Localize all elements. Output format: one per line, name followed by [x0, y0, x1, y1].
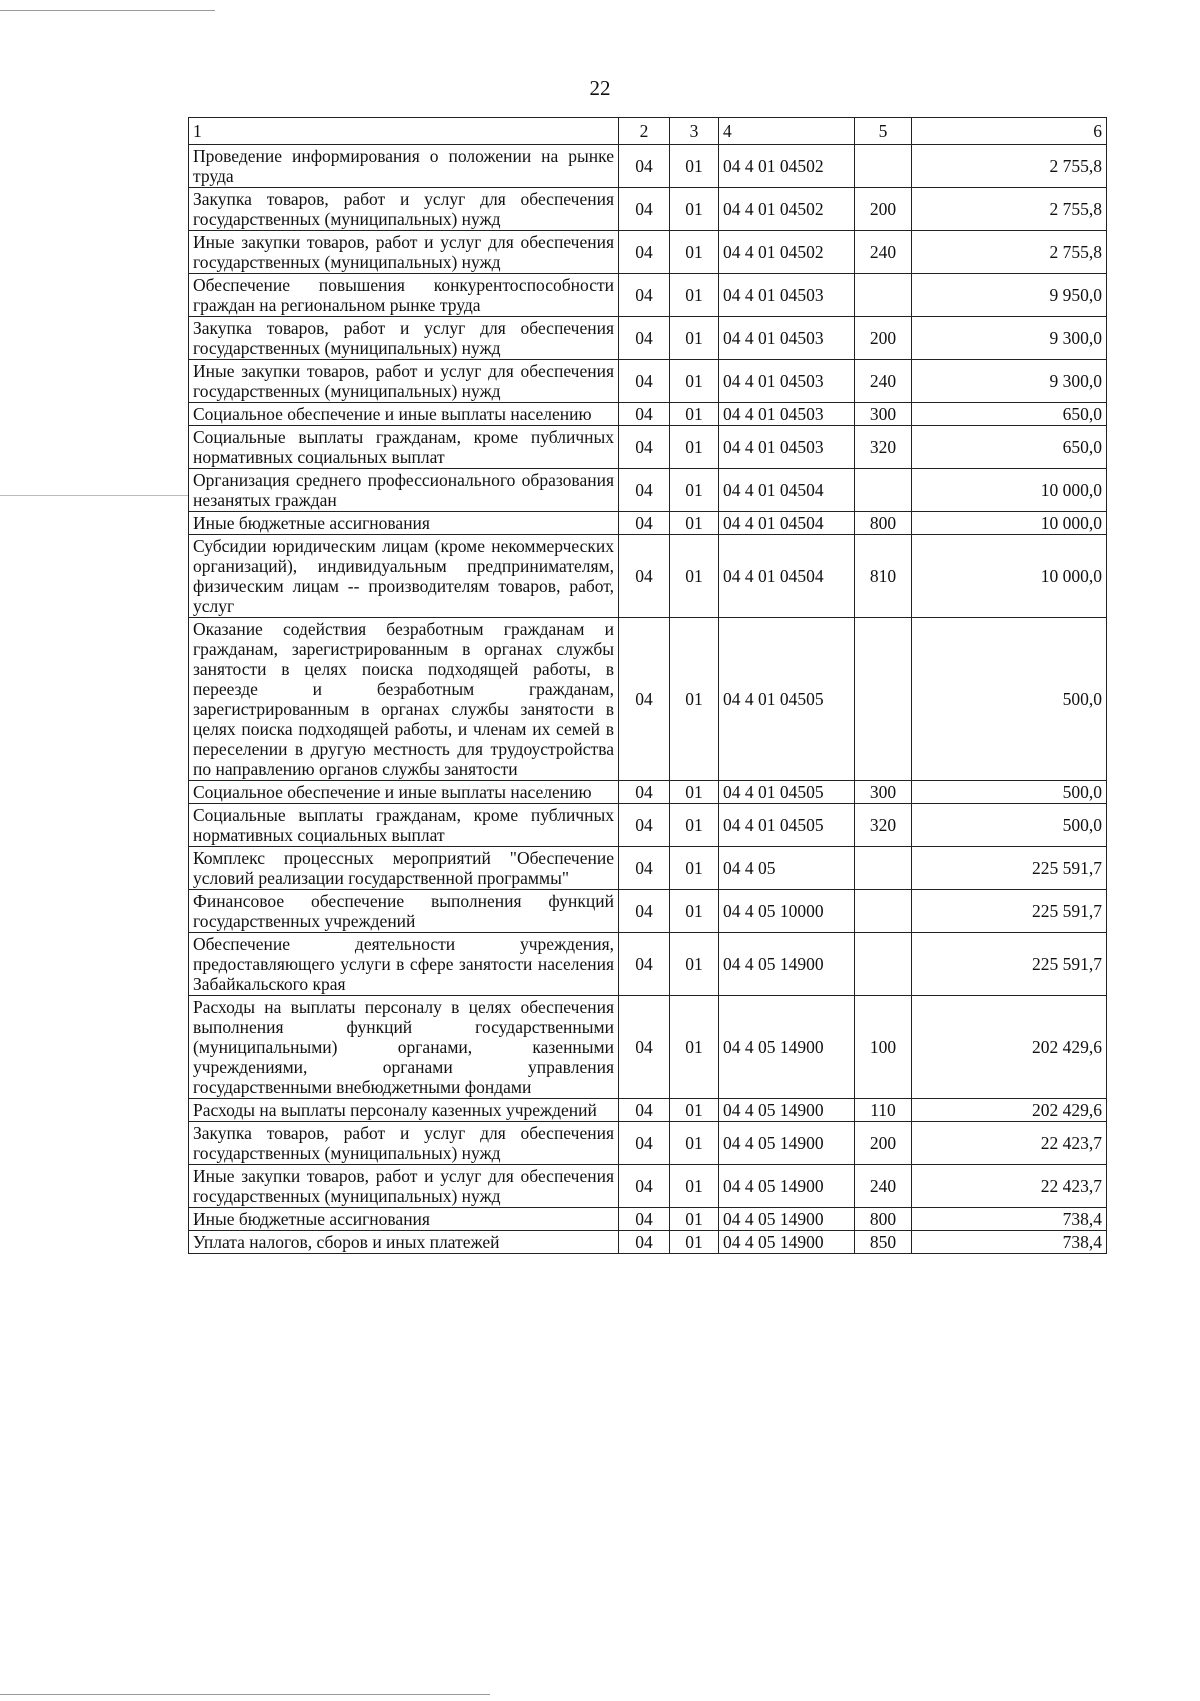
target-article-code: 04 4 01 04503	[719, 317, 855, 360]
target-article-code: 04 4 05 14900	[719, 1208, 855, 1231]
subsection-code: 01	[670, 231, 719, 274]
section-code: 04	[619, 145, 670, 188]
expense-type-code: 300	[855, 781, 912, 804]
table-row	[189, 1122, 1107, 1165]
section-code: 04	[619, 469, 670, 512]
subsection-code: 01	[670, 933, 719, 996]
target-article-code: 04 4 01 04504	[719, 512, 855, 535]
item-name: Социальные выплаты гражданам, кроме публичных нормативных социальных выплат	[189, 426, 619, 469]
amount: 10 000,0	[912, 535, 1107, 618]
expense-type-code: 800	[855, 1208, 912, 1231]
target-article-code: 04 4 05 14900	[719, 1099, 855, 1122]
item-name: Проведение информирования о положении на рынке труда	[189, 145, 619, 188]
section-code: 04	[619, 1165, 670, 1208]
subsection-code: 01	[670, 145, 719, 188]
table-row	[189, 618, 1107, 781]
table-row	[189, 1231, 1107, 1254]
target-article-code: 04 4 01 04503	[719, 403, 855, 426]
table-row	[189, 804, 1107, 847]
item-name: Расходы на выплаты персоналу казенных учреждений	[189, 1099, 619, 1122]
target-article-code: 04 4 01 04505	[719, 804, 855, 847]
subsection-code: 01	[670, 890, 719, 933]
amount: 738,4	[912, 1231, 1107, 1254]
subsection-code: 01	[670, 535, 719, 618]
section-code: 04	[619, 890, 670, 933]
scan-artifact-top-line	[0, 10, 215, 11]
subsection-code: 01	[670, 360, 719, 403]
target-article-code: 04 4 01 04504	[719, 469, 855, 512]
table-row	[189, 231, 1107, 274]
subsection-code: 01	[670, 804, 719, 847]
subsection-code: 01	[670, 403, 719, 426]
expense-type-code	[855, 933, 912, 996]
expense-type-code: 240	[855, 1165, 912, 1208]
target-article-code: 04 4 05	[719, 847, 855, 890]
subsection-code: 01	[670, 1099, 719, 1122]
target-article-code: 04 4 01 04502	[719, 188, 855, 231]
section-code: 04	[619, 781, 670, 804]
subsection-code: 01	[670, 426, 719, 469]
expense-type-code: 100	[855, 996, 912, 1099]
target-article-code: 04 4 05 14900	[719, 933, 855, 996]
section-code: 04	[619, 360, 670, 403]
item-name: Закупка товаров, работ и услуг для обеспечения государственных (муниципальных) нужд	[189, 1122, 619, 1165]
table-row	[189, 188, 1107, 231]
expense-type-code	[855, 890, 912, 933]
section-code: 04	[619, 996, 670, 1099]
item-name: Обеспечение деятельности учреждения, предоставляющего услуги в сфере занятости населения Забайкальского края	[189, 933, 619, 996]
expense-type-code	[855, 618, 912, 781]
section-code: 04	[619, 1231, 670, 1254]
subsection-code: 01	[670, 469, 719, 512]
table-row	[189, 512, 1107, 535]
section-code: 04	[619, 274, 670, 317]
column-header: 5	[855, 118, 912, 145]
table-row	[189, 933, 1107, 996]
amount: 10 000,0	[912, 512, 1107, 535]
expense-type-code	[855, 145, 912, 188]
expense-type-code	[855, 847, 912, 890]
amount: 22 423,7	[912, 1122, 1107, 1165]
amount: 225 591,7	[912, 847, 1107, 890]
amount: 500,0	[912, 781, 1107, 804]
subsection-code: 01	[670, 274, 719, 317]
section-code: 04	[619, 804, 670, 847]
section-code: 04	[619, 847, 670, 890]
target-article-code: 04 4 05 14900	[719, 1231, 855, 1254]
table-row	[189, 1165, 1107, 1208]
amount: 10 000,0	[912, 469, 1107, 512]
amount: 2 755,8	[912, 231, 1107, 274]
table-row	[189, 996, 1107, 1099]
amount: 22 423,7	[912, 1165, 1107, 1208]
expense-type-code: 300	[855, 403, 912, 426]
target-article-code: 04 4 01 04505	[719, 781, 855, 804]
subsection-code: 01	[670, 188, 719, 231]
table-row	[189, 469, 1107, 512]
amount: 650,0	[912, 403, 1107, 426]
section-code: 04	[619, 188, 670, 231]
table-row	[189, 890, 1107, 933]
expense-type-code: 800	[855, 512, 912, 535]
table-row	[189, 317, 1107, 360]
item-name: Иные закупки товаров, работ и услуг для обеспечения государственных (муниципальных) нужд	[189, 1165, 619, 1208]
subsection-code: 01	[670, 618, 719, 781]
column-header: 4	[719, 118, 855, 145]
expense-type-code: 850	[855, 1231, 912, 1254]
table-header-row	[189, 118, 1107, 145]
item-name: Закупка товаров, работ и услуг для обеспечения государственных (муниципальных) нужд	[189, 188, 619, 231]
amount: 650,0	[912, 426, 1107, 469]
section-code: 04	[619, 231, 670, 274]
expense-type-code: 200	[855, 1122, 912, 1165]
subsection-code: 01	[670, 1231, 719, 1254]
expense-type-code: 200	[855, 188, 912, 231]
target-article-code: 04 4 05 14900	[719, 1122, 855, 1165]
subsection-code: 01	[670, 1208, 719, 1231]
amount: 202 429,6	[912, 996, 1107, 1099]
expense-type-code: 110	[855, 1099, 912, 1122]
item-name: Оказание содействия безработным гражданам и гражданам, зарегистрированным в органах службы занятости в целях поиска подходящей работы, в переезде и безработным гражданам, зарегистрированным в органах службы занятости в целях поиска подходящей работы, и членам их семей в переселении в другую местность для трудоустройства по направлению органов службы занятости	[189, 618, 619, 781]
target-article-code: 04 4 05 14900	[719, 1165, 855, 1208]
table-row	[189, 535, 1107, 618]
column-header: 3	[670, 118, 719, 145]
section-code: 04	[619, 512, 670, 535]
expense-type-code: 320	[855, 804, 912, 847]
item-name: Финансовое обеспечение выполнения функций государственных учреждений	[189, 890, 619, 933]
expense-type-code	[855, 274, 912, 317]
target-article-code: 04 4 01 04505	[719, 618, 855, 781]
amount: 500,0	[912, 804, 1107, 847]
target-article-code: 04 4 01 04502	[719, 231, 855, 274]
amount: 738,4	[912, 1208, 1107, 1231]
target-article-code: 04 4 01 04503	[719, 274, 855, 317]
section-code: 04	[619, 317, 670, 360]
item-name: Иные бюджетные ассигнования	[189, 512, 619, 535]
table-row	[189, 403, 1107, 426]
subsection-code: 01	[670, 781, 719, 804]
item-name: Организация среднего профессионального образования незанятых граждан	[189, 469, 619, 512]
subsection-code: 01	[670, 1165, 719, 1208]
amount: 2 755,8	[912, 145, 1107, 188]
item-name: Обеспечение повышения конкурентоспособности граждан на региональном рынке труда	[189, 274, 619, 317]
table-row	[189, 274, 1107, 317]
scan-artifact-side-line	[0, 495, 188, 496]
item-name: Иные закупки товаров, работ и услуг для обеспечения государственных (муниципальных) нужд	[189, 231, 619, 274]
item-name: Уплата налогов, сборов и иных платежей	[189, 1231, 619, 1254]
item-name: Социальное обеспечение и иные выплаты населению	[189, 781, 619, 804]
table-row	[189, 145, 1107, 188]
section-code: 04	[619, 933, 670, 996]
amount: 9 300,0	[912, 360, 1107, 403]
section-code: 04	[619, 426, 670, 469]
target-article-code: 04 4 01 04502	[719, 145, 855, 188]
item-name: Иные закупки товаров, работ и услуг для обеспечения государственных (муниципальных) нужд	[189, 360, 619, 403]
expense-type-code: 810	[855, 535, 912, 618]
subsection-code: 01	[670, 847, 719, 890]
table-row	[189, 847, 1107, 890]
expense-type-code	[855, 469, 912, 512]
amount: 9 950,0	[912, 274, 1107, 317]
column-header: 6	[912, 118, 1107, 145]
target-article-code: 04 4 01 04503	[719, 360, 855, 403]
subsection-code: 01	[670, 512, 719, 535]
amount: 225 591,7	[912, 933, 1107, 996]
section-code: 04	[619, 535, 670, 618]
table-row	[189, 426, 1107, 469]
column-header: 2	[619, 118, 670, 145]
section-code: 04	[619, 403, 670, 426]
table-row	[189, 360, 1107, 403]
section-code: 04	[619, 1099, 670, 1122]
target-article-code: 04 4 01 04503	[719, 426, 855, 469]
section-code: 04	[619, 618, 670, 781]
table-body	[189, 145, 1107, 1254]
expense-type-code: 240	[855, 360, 912, 403]
section-code: 04	[619, 1122, 670, 1165]
item-name: Закупка товаров, работ и услуг для обеспечения государственных (муниципальных) нужд	[189, 317, 619, 360]
amount: 225 591,7	[912, 890, 1107, 933]
target-article-code: 04 4 05 14900	[719, 996, 855, 1099]
subsection-code: 01	[670, 1122, 719, 1165]
amount: 9 300,0	[912, 317, 1107, 360]
subsection-code: 01	[670, 317, 719, 360]
amount: 202 429,6	[912, 1099, 1107, 1122]
section-code: 04	[619, 1208, 670, 1231]
amount: 2 755,8	[912, 188, 1107, 231]
column-header: 1	[189, 118, 619, 145]
expense-type-code: 240	[855, 231, 912, 274]
item-name: Социальные выплаты гражданам, кроме публичных нормативных социальных выплат	[189, 804, 619, 847]
table-row	[189, 781, 1107, 804]
scan-artifact-bottom-line	[0, 1694, 490, 1695]
amount: 500,0	[912, 618, 1107, 781]
target-article-code: 04 4 01 04504	[719, 535, 855, 618]
expense-type-code: 200	[855, 317, 912, 360]
table-row	[189, 1099, 1107, 1122]
target-article-code: 04 4 05 10000	[719, 890, 855, 933]
item-name: Иные бюджетные ассигнования	[189, 1208, 619, 1231]
budget-table	[188, 117, 1107, 1254]
item-name: Субсидии юридическим лицам (кроме некоммерческих организаций), индивидуальным предпринимателям, физическим лицам -- производителям товаров, работ, услуг	[189, 535, 619, 618]
table-row	[189, 1208, 1107, 1231]
expense-type-code: 320	[855, 426, 912, 469]
item-name: Расходы на выплаты персоналу в целях обеспечения выполнения функций государственными (муниципальными) органами, казенными учреждениями, органами управления государственными внебюджетными фондами	[189, 996, 619, 1099]
subsection-code: 01	[670, 996, 719, 1099]
page-number: 22	[589, 76, 611, 100]
item-name: Комплекс процессных мероприятий "Обеспечение условий реализации государственной программы"	[189, 847, 619, 890]
item-name: Социальное обеспечение и иные выплаты населению	[189, 403, 619, 426]
